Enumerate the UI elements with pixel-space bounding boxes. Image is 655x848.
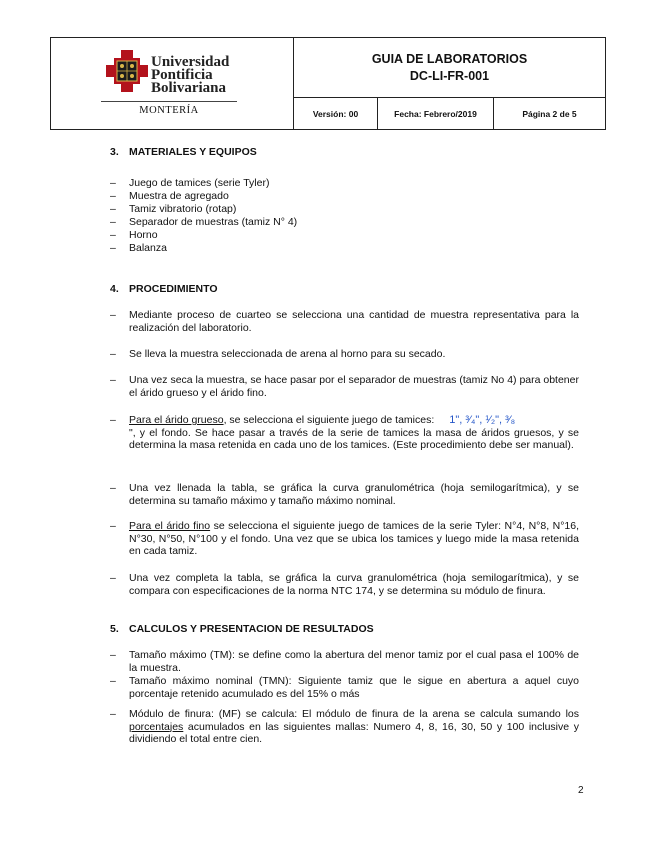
fineness-text-b: acumulados en las siguientes mallas: Numero 4, 8, 16, 30, 50 y 100 inclusive y dividiendo el total entre cien. (129, 720, 579, 745)
page-label: Página 2 de 5 (522, 108, 577, 119)
list-item: – Balanza (110, 242, 297, 255)
bullet-dash: – (110, 482, 116, 494)
procedure-paragraph-7: Una vez completa la tabla, se gráfica la curva granulométrica (hoja semilogarítmica), y se compara con especificaciones de la norma NTC 174, y se determina su módulo de finura. (129, 572, 579, 597)
section-title: MATERIALES Y EQUIPOS (129, 146, 257, 158)
bullet-dash: – (110, 649, 116, 661)
bullet-dash: – (110, 675, 116, 687)
results-paragraph-1: Tamaño máximo (TM): se define como la abertura del menor tamiz por el cual pasa el 100% de la muestra. (129, 649, 579, 674)
fine-aggregate-label: Para el árido fino (129, 520, 211, 532)
university-name (151, 56, 229, 95)
university-crest-icon (106, 50, 148, 92)
date-label: Fecha: Febrero/2019 (378, 98, 494, 129)
coarse-aggregate-rest: ", y el fondo. Se hace pasar a través de la serie de tamices la masa de áridos gruesos, y se determina la masa retenida en cada uno de los tamices. (Este procedimiento debe ser manual). (129, 426, 579, 451)
materials-list (110, 177, 297, 255)
coarse-sieve-sizes: 1", ³⁄₄", ¹⁄₂", ³⁄₈ (449, 414, 516, 426)
list-item: – Muestra de agregado (110, 190, 297, 203)
section-title: CALCULOS Y PRESENTACION DE RESULTADOS (129, 623, 374, 635)
results-paragraph-3 (129, 708, 579, 746)
university-name-line-2: Pontificia (151, 67, 213, 83)
section-number: 4. (110, 283, 119, 295)
list-item: – Tamiz vibratorio (rotap) (110, 203, 297, 216)
procedure-paragraph-5: Una vez llenada la tabla, se gráfica la curva granulométrica (hoja semilogarítmica), y se determina su tamaño máximo y tamaño máximo nominal. (129, 482, 579, 507)
header-title-cell (294, 38, 605, 98)
procedure-paragraph-6 (129, 520, 579, 558)
bullet-dash: – (110, 414, 116, 426)
bullet-dash: – (110, 572, 116, 584)
bullet-dash: – (110, 374, 116, 386)
bullet-dash: – (110, 520, 116, 532)
procedure-paragraph-1: Mediante proceso de cuarteo se selecciona una cantidad de muestra representativa para la realización del laboratorio. (129, 309, 579, 334)
coarse-aggregate-label: Para el árido grueso (129, 414, 224, 426)
logo-cell (51, 38, 294, 129)
procedure-paragraph-2: Se lleva la muestra seleccionada de arena al horno para su secado. (129, 348, 446, 360)
coarse-aggregate-text: , se selecciona el siguiente juego de tamices: (223, 414, 435, 426)
section-title: PROCEDIMIENTO (129, 283, 218, 295)
header-info-row (294, 98, 605, 129)
campus-name: MONTERÍA (139, 105, 199, 116)
page-number: 2 (578, 785, 584, 796)
university-name-line-3: Bolivariana (151, 80, 227, 96)
bullet-dash: – (110, 708, 116, 720)
campus-divider (101, 101, 237, 102)
list-item: – Juego de tamices (serie Tyler) (110, 177, 297, 190)
document-title: GUIA DE LABORATORIOS (371, 51, 528, 66)
procedure-paragraph-3: Una vez seca la muestra, se hace pasar por el separador de muestras (tamiz No 4) para obtener el árido grueso y el árido fino. (129, 374, 579, 399)
document-code: DC-LI-FR-001 (409, 68, 490, 83)
list-item: – Horno (110, 229, 297, 242)
university-name-line-1: Universidad (151, 54, 230, 70)
bullet-dash: – (110, 309, 116, 321)
version-label: Versión: 00 (294, 98, 378, 129)
list-item: – Separador de muestras (tamiz N° 4) (110, 216, 297, 229)
fineness-text-a: Módulo de finura: (MF) se calcula: El módulo de finura de la arena se calcula sumando los (129, 708, 579, 720)
fineness-underlined-word: porcentajes (129, 720, 184, 733)
fine-aggregate-text: se selecciona el siguiente juego de tamices de la serie Tyler: N°4, N°8, N°16, N°30, N°50, N°100 y el fondo. Una vez que se ubica los tamices y luego mide la masa retenida en cada tamiz. (129, 520, 579, 557)
document-header (50, 37, 606, 130)
bullet-dash: – (110, 348, 116, 360)
results-paragraph-2: Tamaño máximo nominal (TMN): Siguiente tamiz que le sigue en abertura a aquel cuyo porcentaje retenido acumulado es del 15% o más (129, 675, 579, 700)
section-number: 3. (110, 146, 119, 158)
procedure-paragraph-4 (129, 414, 579, 452)
section-number: 5. (110, 623, 119, 635)
